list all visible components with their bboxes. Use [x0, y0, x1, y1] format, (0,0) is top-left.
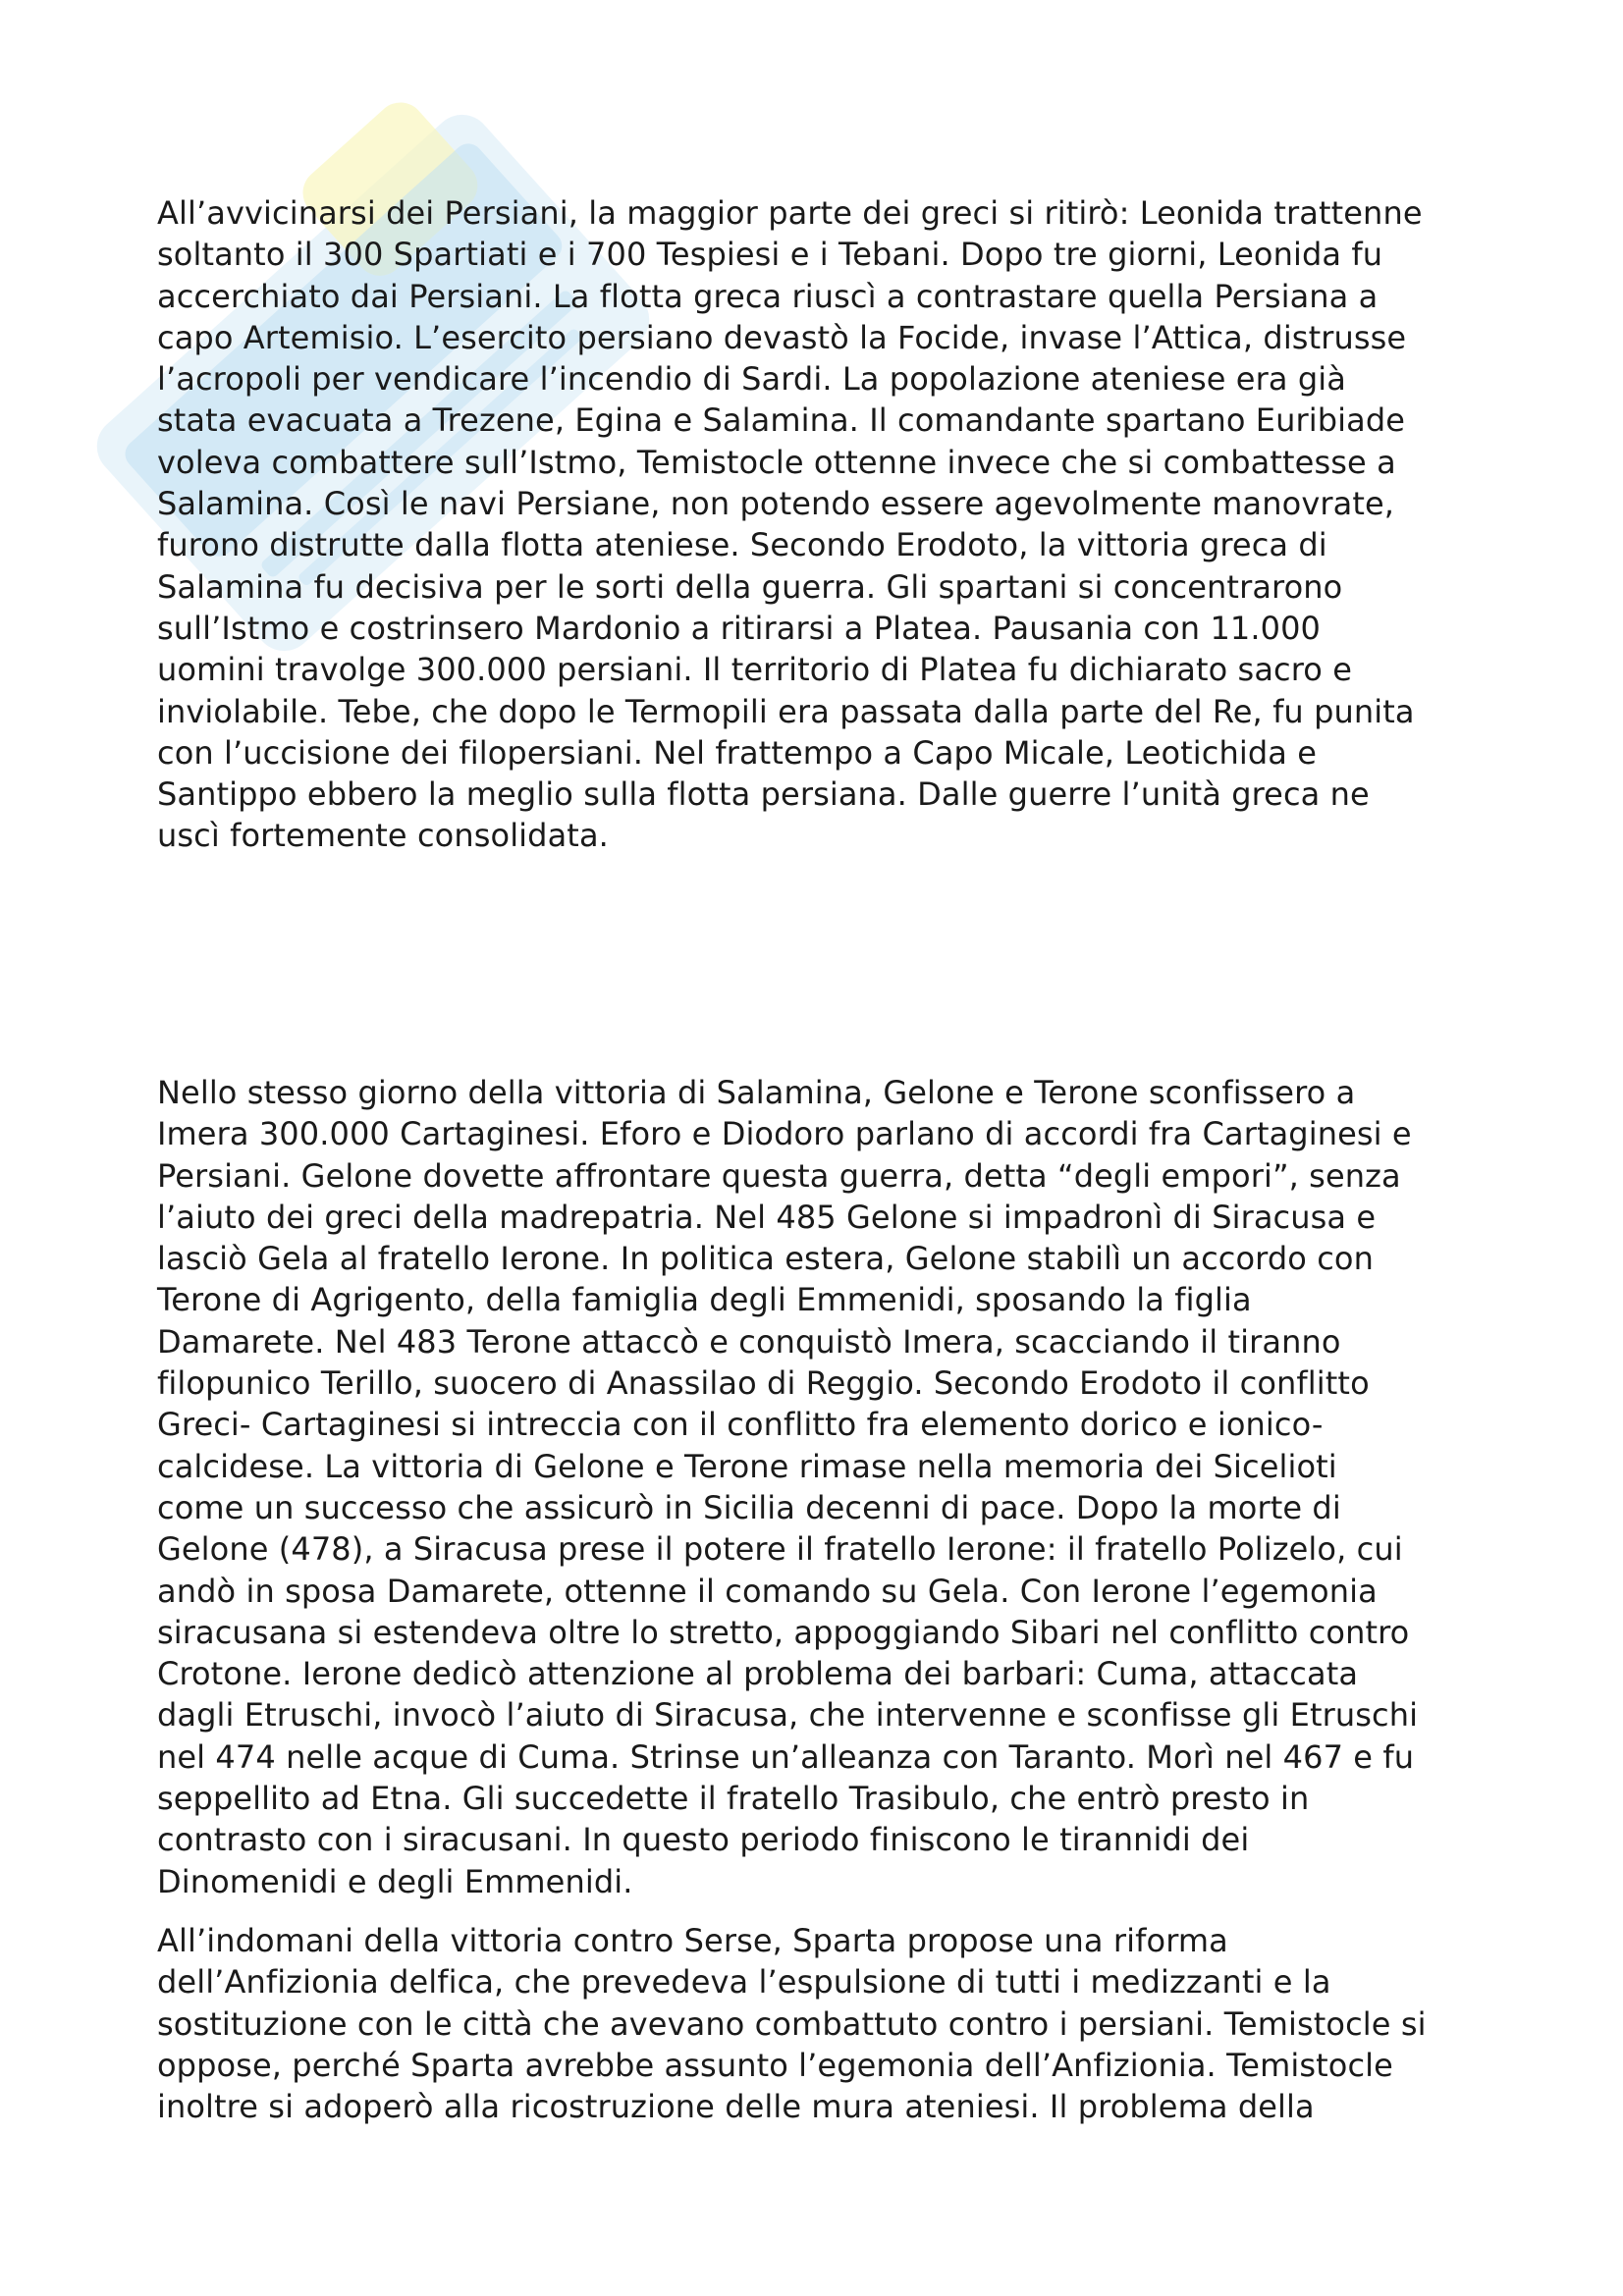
- text-line: inoltre si adoperò alla ricostruzione delle mura ateniesi. Il problema della: [157, 2088, 1315, 2126]
- text-line: sull’Istmo e costrinsero Mardonio a ritirarsi a Platea. Pausania con 11.000: [157, 609, 1322, 647]
- text-line: Greci- Cartaginesi si intreccia con il conflitto fra elemento dorico e ionico-: [157, 1406, 1324, 1444]
- text-line: contrasto con i siracusani. In questo periodo finiscono le tirannidi dei: [157, 1821, 1250, 1859]
- text-line: voleva combattere sull’Istmo, Temistocle ottenne invece che si combattesse a: [157, 443, 1396, 481]
- text-line: capo Artemisio. L’esercito persiano devastò la Focide, invase l’Attica, distrusse: [157, 318, 1407, 356]
- text-line: Santippo ebbero la meglio sulla flotta persiana. Dalle guerre l’unità greca ne: [157, 775, 1370, 814]
- text-line: nel 474 nelle acque di Cuma. Strinse un’alleanza con Taranto. Morì nel 467 e fu: [157, 1737, 1415, 1776]
- text-line: dell’Anfizionia delfica, che prevedeva l’espulsione di tutti i medizzanti e la: [157, 1963, 1331, 2002]
- text-line: uomini travolge 300.000 persiani. Il territorio di Platea fu dichiarato sacro e: [157, 651, 1353, 689]
- paragraph-persian-wars: [157, 192, 1492, 857]
- text-line: Persiani. Gelone dovette affrontare questa guerra, detta “degli empori”, senza: [157, 1156, 1401, 1195]
- text-line: l’acropoli per vendicare l’incendio di Sardi. La popolazione ateniese era già: [157, 360, 1346, 399]
- text-line: inviolabile. Tebe, che dopo le Termopili era passata dalla parte del Re, fu punita: [157, 692, 1415, 730]
- text-line: l’aiuto dei greci della madrepatria. Nel 485 Gelone si impadronì di Siracusa e: [157, 1198, 1377, 1236]
- text-line: andò in sposa Damarete, ottenne il comando su Gela. Con Ierone l’egemonia: [157, 1572, 1378, 1610]
- text-line: Crotone. Ierone dedicò attenzione al problema dei barbari: Cuma, attaccata: [157, 1655, 1359, 1693]
- text-line: dagli Etruschi, invocò l’aiuto di Siracusa, che intervenne e sconfisse gli Etruschi: [157, 1696, 1419, 1735]
- text-line: Damarete. Nel 483 Terone attaccò e conquistò Imera, scacciando il tiranno: [157, 1322, 1341, 1361]
- text-line: Terone di Agrigento, della famiglia degli Emmenidi, sposando la figlia: [157, 1281, 1252, 1319]
- text-line: calcidese. La vittoria di Gelone e Terone rimase nella memoria dei Sicelioti: [157, 1447, 1337, 1485]
- text-line: come un successo che assicurò in Sicilia decenni di pace. Dopo la morte di: [157, 1488, 1341, 1526]
- text-line: sostituzione con le città che avevano combattuto contro i persiani. Temistocle si: [157, 2004, 1427, 2043]
- text-line: Dinomenidi e degli Emmenidi.: [157, 1862, 633, 1900]
- text-line: accerchiato dai Persiani. La flotta greca riuscì a contrastare quella Persiana a: [157, 277, 1379, 315]
- text-line: con l’uccisione dei filopersiani. Nel frattempo a Capo Micale, Leotichida e: [157, 733, 1318, 772]
- text-line: seppellito ad Etna. Gli succedette il fratello Trasibulo, che entrò presto in: [157, 1780, 1310, 1818]
- paragraph-anfizionia: [157, 1920, 1492, 2127]
- paragraph-sicily: [157, 1072, 1492, 1902]
- text-line: Imera 300.000 Cartaginesi. Eforo e Diodoro parlano di accordi fra Cartaginesi e: [157, 1115, 1412, 1153]
- text-line: furono distrutte dalla flotta ateniese. Secondo Erodoto, la vittoria greca di: [157, 526, 1327, 564]
- text-line: Salamina fu decisiva per le sorti della guerra. Gli spartani si concentrarono: [157, 567, 1343, 606]
- text-line: Gelone (478), a Siracusa prese il potere il fratello Ierone: il fratello Polizelo, cui: [157, 1530, 1403, 1569]
- text-line: Nello stesso giorno della vittoria di Salamina, Gelone e Terone sconfissero a: [157, 1074, 1356, 1111]
- text-line: All’indomani della vittoria contro Serse, Sparta propose una riforma: [157, 1922, 1228, 1959]
- text-line: soltanto il 300 Spartiati e i 700 Tespiesi e i Tebani. Dopo tre giorni, Leonida fu: [157, 236, 1383, 274]
- text-line: stata evacuata a Trezene, Egina e Salamina. Il comandante spartano Euribiade: [157, 401, 1406, 440]
- text-line: Salamina. Così le navi Persiane, non potendo essere agevolmente manovrate,: [157, 485, 1395, 523]
- text-line: uscì fortemente consolidata.: [157, 817, 609, 855]
- text-line: oppose, perché Sparta avrebbe assunto l’egemonia dell’Anfizionia. Temistocle: [157, 2046, 1393, 2084]
- text-line: filopunico Terillo, suocero di Anassilao di Reggio. Secondo Erodoto il conflitto: [157, 1364, 1370, 1403]
- text-line: siracusana si estendeva oltre lo stretto, appoggiando Sibari nel conflitto contro: [157, 1613, 1410, 1651]
- text-line: All’avvicinarsi dei Persiani, la maggior parte dei greci si ritirò: Leonida trattenne: [157, 194, 1423, 232]
- text-line: lasciò Gela al fratello Ierone. In politica estera, Gelone stabilì un accordo con: [157, 1240, 1374, 1278]
